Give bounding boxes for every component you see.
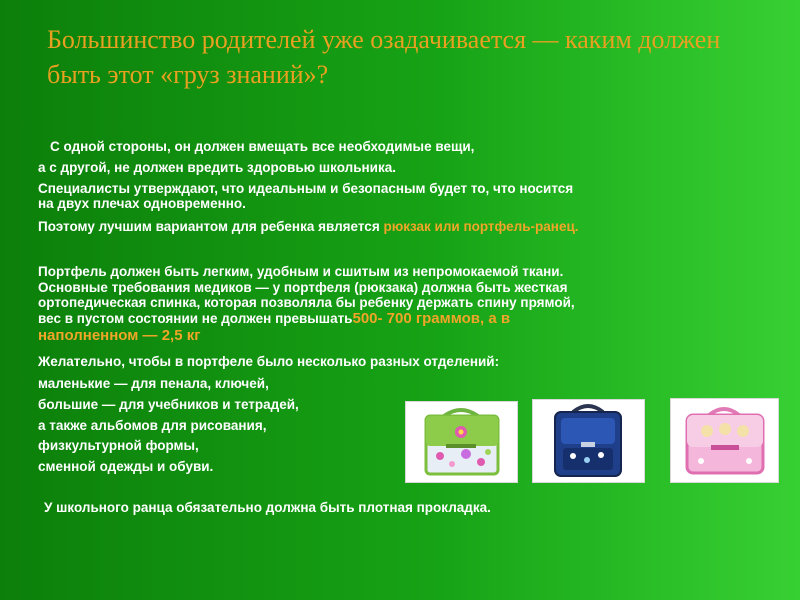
highlight-text: рюкзак или портфель-ранец. xyxy=(383,219,579,234)
backpack-icon xyxy=(533,400,644,482)
body-line: Специалисты утверждают, что идеальным и безопасным будет то, что носится xyxy=(38,181,574,196)
body-line: а также альбомов для рисования, xyxy=(38,418,267,433)
pink-schoolbag-image xyxy=(670,398,779,483)
body-line: ортопедическая спинка, которая позволяла бы ребенку держать спину прямой, xyxy=(38,295,575,310)
body-line xyxy=(38,219,579,234)
slide-title: Большинство родителей уже озадачивается — каким должен быть этот «груз знаний»? xyxy=(47,25,721,89)
body-line: большие — для учебников и тетрадей, xyxy=(38,397,299,412)
schoolbag-icon xyxy=(406,402,517,482)
body-line: физкультурной формы, xyxy=(38,438,199,453)
body-line xyxy=(38,311,510,326)
body-line: У школьного ранца обязательно должна быть плотная прокладка. xyxy=(44,500,491,515)
blue-backpack-image xyxy=(532,399,645,483)
highlight-text: 500- 700 граммов xyxy=(352,310,480,327)
body-line: сменной одежды и обуви. xyxy=(38,459,214,474)
body-line: на двух плечах одновременно. xyxy=(38,196,246,211)
schoolbag-icon xyxy=(671,399,778,482)
body-text: вес в пустом состоянии не должен превышать xyxy=(38,311,353,326)
body-line: С одной стороны, он должен вмещать все необходимые вещи, xyxy=(50,139,475,154)
highlight-line: наполненном — 2,5 кг xyxy=(38,327,201,344)
body-line: Желательно, чтобы в портфеле было несколько разных отделений: xyxy=(38,354,500,369)
body-text: Поэтому лучшим вариантом для ребенка является xyxy=(38,219,384,234)
body-line: маленькие — для пенала, ключей, xyxy=(38,376,269,391)
body-line: а с другой, не должен вредить здоровью школьника. xyxy=(38,160,396,175)
body-line: Портфель должен быть легким, удобным и сшитым из непромокаемой ткани. xyxy=(38,264,564,279)
body-line: Основные требования медиков — у портфеля (рюкзака) должна быть жесткая xyxy=(38,280,568,295)
highlight-text: , а в xyxy=(480,310,511,327)
green-flower-schoolbag-image xyxy=(405,401,518,483)
